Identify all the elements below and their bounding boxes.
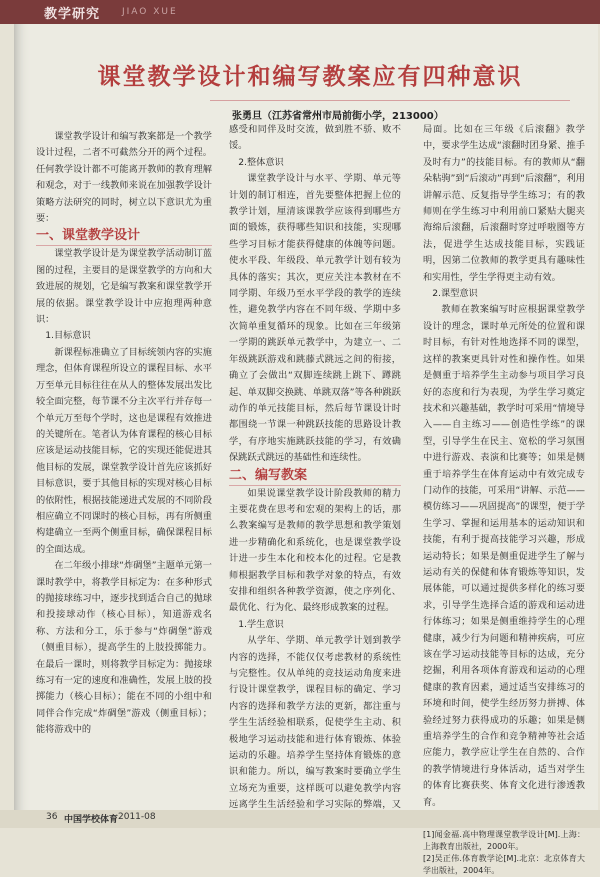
author-line: 张勇旦（江苏省常州市局前街小学，213000）	[232, 111, 444, 122]
column-1	[36, 129, 212, 739]
section-heading-2: 二、编写教案	[229, 467, 401, 486]
subheading-lesson-type: 2.课型意识	[432, 288, 478, 300]
paragraph: 感受和同伴及时交流，做到胜不骄、败不馁。	[229, 124, 401, 152]
section-tag-en: JIAO XUE	[122, 7, 178, 17]
column-3	[423, 122, 585, 876]
reference-item: [2]吴正伟.体育教学论[M].北京：北京体育大学出版社，2004年。	[423, 854, 585, 876]
header-band	[0, 0, 600, 24]
section-heading-1: 一、课堂教学设计	[36, 227, 212, 246]
subheading-target: 1.目标意识	[45, 330, 91, 342]
issue-number: 2011-08	[118, 812, 156, 822]
subheading-whole: 2.整体意识	[238, 156, 284, 168]
paragraph: 从学年、学期、单元教学计划到教学内容的选择，不能仅仅考虑教材的系统性与完整性。仅从单纯的竞技运动角度来进行设计课堂教学，课程目标的确定、学习内容的选择和教学方法的更新，都注重与学生生活经验相联系，促使学生主动、积极地学习运动技能和进行体育锻炼、体验运动的乐趣。培养学生坚持体育锻炼的意识和能力。所以，编写教案时要确立学生立场充为重要，这样既可以避免教学内容远离学生生活经验和学习实际的弊端，又	[229, 635, 401, 811]
paragraph: 课堂教学设计是为课堂教学活动制订蓝图的过程，主要目的是课堂教学的方向和大致进展的规划，它是编写教案和课堂教学开展的依据。课堂教学设计中应抱理两种意识：	[36, 248, 212, 326]
paragraph: 在二年级小排球“炸碉堡”主题单元第一课时教学中，将教学目标定为：在多种形式的抛接球练习中，逐步找到适合自己的抛球和投接球动作（核心目标），知道游戏名称、方法和分工，乐于参与“炸碉堡”游戏（侧重目标），提高学生的上肢投掷能力。在最后一课时，则将教学目标定为：抛接球练习有一定的速度和准确性，发展上肢的投掷能力（核心目标）；能在不同的小组中和同伴合作完成“炸碉堡”游戏（侧重目标）；能将游戏中的	[36, 560, 212, 736]
subheading-student: 1.学生意识	[238, 618, 284, 630]
journal-name: 中国学校体育	[64, 815, 119, 825]
column-2	[229, 122, 401, 811]
article-title: 课堂教学设计和编写教案应有四种意识	[97, 64, 523, 90]
paragraph: 新课程标准确立了目标统领内容的实施理念，但体育课程所设立的课程目标、水平万至单元目标往往在从人的整体发展出发比较全面完整，每节课不分主次平行并存每一个单元万至每个学时，这也是课程有效推进的关键所在。笔者认为体育课程的核心目标应该是运动技能目标，它的实现还能促进其他目标的发展，课堂教学设计首先应该抓好目标意识，要于其他目标的实现对核心目标的依附性，根据技能递进式发展的不同阶段相应确立不同课时的核心目标，再有所侧重构建确立一至两个侧重目标，确保课程目标的全面达成。	[36, 346, 212, 555]
reference-item: [1]闻金福.高中物理课堂教学设计[M].上海：上海教育出版社，2000年。	[423, 830, 585, 852]
page-number: 36	[46, 812, 58, 822]
paragraph: 如果说课堂教学设计阶段教师的精力主要花费在思考和宏观的架构上的话，那么教案编写是教师的教学思想和教学策划进一步精确化和系统化，也是课堂教学设计进一步生本化和校本化的过程。它是教师根据教学目标和教学对象的特点，有效安排和组织各种教学资源，使之序列化、最优化、行为化、最终形成教案的过程。	[229, 487, 401, 614]
section-tag: 教学研究	[44, 7, 101, 22]
intro-paragraph: 课堂教学设计和编写教案都是一个教学设计过程，二者不可截然分开的两个过程。任何教学设计都不可能离开教师的教育理解和观念，对于一线教师来说在加强教学设计策略方法研究的同时，树立以下意识尤为重要：	[36, 131, 212, 225]
paragraph: 教师在教案编写时应根据课堂教学设计的理念，课时单元所处的位置和课时目标，有针对性地选择不同的课型，这样的教案更具针对性和操作性。如果是侧重于培养学生主动参与项目学习良好的态度和行为表现，为学生学习奠定技术和兴趣基础，教学时可采用“情境导入——自主练习——创造性学练”的课型，引导学生在民主、宽松的学习氛围中进行游戏、表演和比赛等；如果是侧重于培养学生在体育运动中有效完成专门动作的技能，可采用“讲解、示范——模仿练习——巩固提高”的课型，便于学生学习、掌握和运用基本的运动知识和技能，有利于提高技能学习兴趣，形成运动特长；如果是侧重促进学生了解与运动有关的保健和体育锻炼等知识，发展体能，可以通过提供多样化的练习要求，引导学生选择合适的游戏和运动进行体练习；如果是侧重维持学生的心理健康，减少行为问题和精神疾病，可应该在学习运动技能等目标的达成，充分挖掘，利用各项体育游戏和运动的心理健康的教育因素，通过适当安排练习的环境和时间，使学生经历努力拼搏、体验经过努力获得成功的乐趣；如果是侧重培养学生的合作和竞争精神等社会适应能力，教学应让学生在自然的、合作的教学情境进行身体活动，适当对学生的体育比赛获奖、体育文化进行渗透教育。	[423, 304, 585, 808]
paragraph: 课堂教学设计与水平、学期、单元等计划的制订相连，首先要整体把握上位的教学计划，厘清该课教学应该得到哪些方面的锻炼，获得哪些知识和技能，实现哪些学习目标才能获得健康的体魄等问题。使水平段、年级段、单元教学计划有较为具体的落实；其次，更应关注本教材在不同学期、年级乃至水平学段的教学的连续性，避免教学内容在不同年级、学期中多次简单重复循环的现象。比如在三年级第一学期的跳跃单元教学中，为建立一、二年级跳跃游戏和跳藤式跳远之间的衔接，确立了会做出“双脚连续跳上跳下、蹲跳起、单双脚交换跳、单跳双落”等各种跳跃动作的单元技能目标，然后每节课设计时都围绕一节课一种跳跃技能的思路设计教学，有序地实施跳跃技能的学习，有效确保跳跃式跳远的基础性和连续性。	[229, 173, 401, 464]
title-rule	[210, 100, 570, 101]
paragraph: 局面。比如在三年级《后滚翻》教学中，要求学生达成“滚翻时团身紧、推手及时有力”的技能目标。有的教师从“翻朵粘驹”到“后滚动”再到“后滚翻”，利用讲解示范、反复指导学生练习；有的教师则在学生练习中利用前口紧贴大腿夹海绵后滚翻，后滚翻时穿过呼啦圈等方法，促进学生达成技能目标，实践证明，因第二位教师的教学更具有趣味性和实用性，学生学得更主动有效。	[423, 124, 585, 283]
